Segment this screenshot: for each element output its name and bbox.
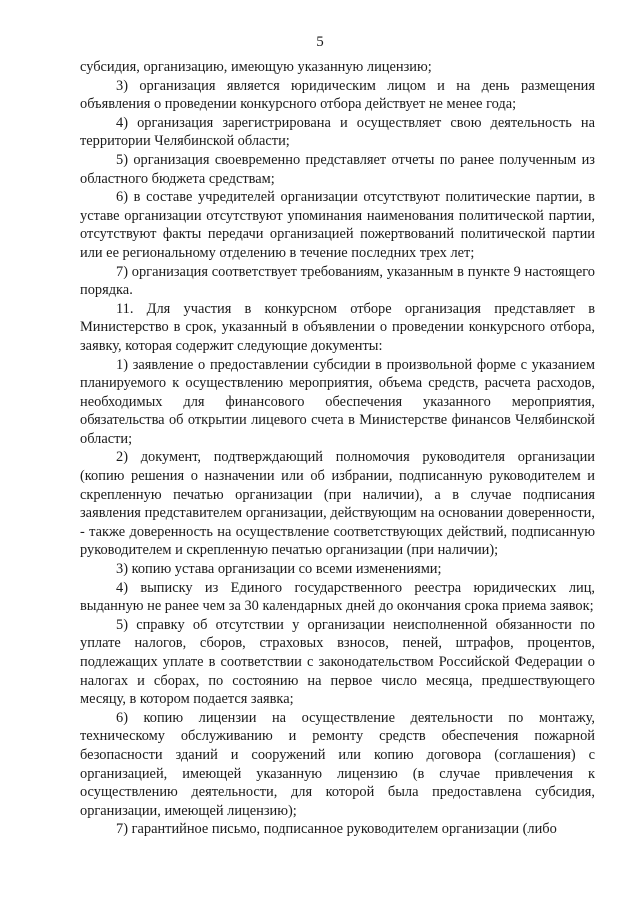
paragraph-doc-4: 4) выписку из Единого государственного реестра юридических лиц, выданную не ранее чем за 30 календарных дней до окончания срока приема заявок; <box>80 579 595 615</box>
paragraph-doc-3: 3) копию устава организации со всеми изменениями; <box>116 561 442 578</box>
document-body <box>80 58 595 839</box>
paragraph-clause-11: 11. Для участия в конкурсном отборе организация представляет в Министерство в срок, указанный в объявлении о проведении конкурсного отбора, заявку, которая содержит следующие документы: <box>80 300 595 354</box>
paragraph-item-7: 7) организация соответствует требованиям, указанным в пункте 9 настоящего порядка. <box>80 263 595 299</box>
page-number: 5 <box>316 34 324 50</box>
paragraph-item-4: 4) организация зарегистрирована и осуществляет свою деятельность на территории Челябинской области; <box>80 114 595 150</box>
paragraph-doc-5: 5) справку об отсутствии у организации неисполненной обязанности по уплате налогов, сборов, страховых взносов, пеней, штрафов, процентов, подлежащих уплате в соответствии с законодательством Российской Федерации о налогах и сборах, по состоянию на первое число месяца, предшествующего месяцу, в котором подается заявка; <box>80 616 595 708</box>
paragraph-continuation: субсидия, организацию, имеющую указанную лицензию; <box>80 59 432 75</box>
paragraph-item-3: 3) организация является юридическим лицом и на день размещения объявления о проведении конкурсного отбора действует не менее года; <box>80 77 595 113</box>
paragraph-doc-2: 2) документ, подтверждающий полномочия руководителя организации (копию решения о назначении или об избрании, подписанную руководителем и скрепленную печатью организации (при наличии), а в случае подписания заявления представителем организации, действующим на основании доверенности, - также доверенность на осуществление соответствующих действий, подписанную руководителем и скрепленную печатью организации (при наличии); <box>80 449 595 559</box>
paragraph-doc-1: 1) заявление о предоставлении субсидии в произвольной форме с указанием планируемого к осуществлению мероприятия, объема средств, расчета расходов, необходимых для финансового обеспечения указанного мероприятия, обязательства об открытии лицевого счета в Министерстве финансов Челябинской области; <box>80 356 595 447</box>
paragraph-doc-7: 7) гарантийное письмо, подписанное руководителем организации (либо <box>116 821 557 838</box>
paragraph-item-5: 5) организация своевременно представляет отчеты по ранее полученным из областного бюджета средствам; <box>80 151 595 187</box>
paragraph-item-6: 6) в составе учредителей организации отсутствуют политические партии, в уставе организации отсутствуют упоминания наименования политической партии, отсутствуют факты передачи организацией пожертвований политической партии или ее региональному отделению в течение последних трех лет; <box>80 189 595 261</box>
paragraph-doc-6: 6) копию лицензии на осуществление деятельности по монтажу, техническому обслуживанию и ремонту средств обеспечения пожарной безопасности зданий и сооружений или копию договора (соглашения) с организацией, имеющей указанную лицензию (в случае привлечения к осуществлению деятельности, для которой была предоставлена субсидия, организации, имеющей лицензию); <box>80 709 595 819</box>
